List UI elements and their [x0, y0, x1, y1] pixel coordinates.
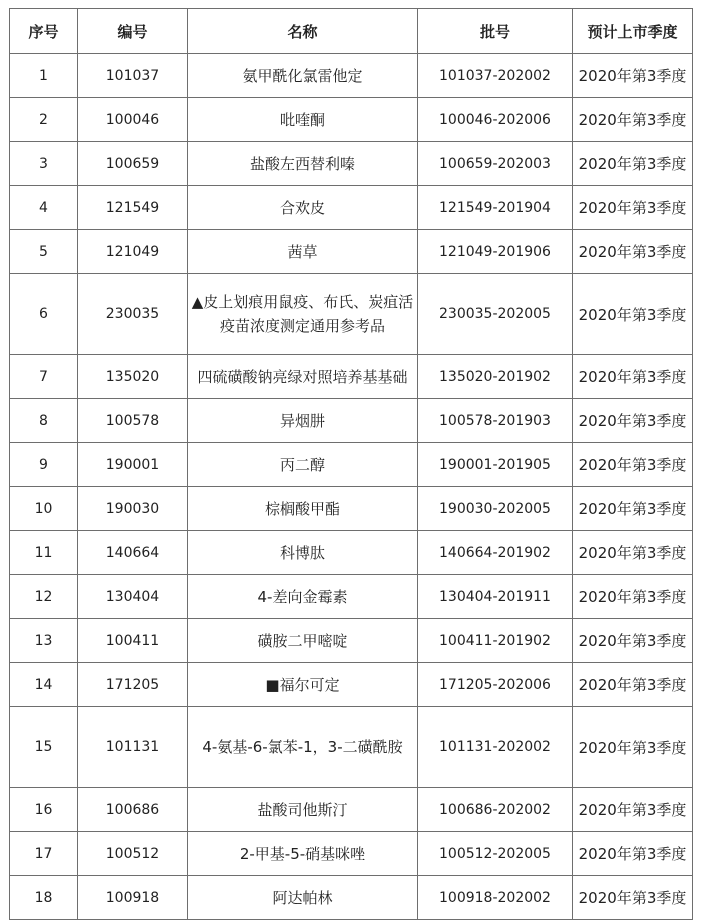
header-name: 名称 — [188, 9, 418, 54]
row-index: 1 — [10, 54, 78, 98]
header-index: 序号 — [10, 9, 78, 54]
row-name: 磺胺二甲嘧啶 — [188, 619, 418, 663]
row-index: 10 — [10, 487, 78, 531]
row-batch: 230035-202005 — [418, 274, 573, 355]
row-name: 盐酸司他斯汀 — [188, 788, 418, 832]
row-index: 12 — [10, 575, 78, 619]
table-row — [10, 142, 693, 186]
table-row — [10, 355, 693, 399]
row-code: 100659 — [78, 142, 188, 186]
row-code: 135020 — [78, 355, 188, 399]
table-row — [10, 399, 693, 443]
row-season: 2020年第3季度 — [573, 399, 693, 443]
row-index: 4 — [10, 186, 78, 230]
header-row — [10, 9, 693, 54]
table-row — [10, 531, 693, 575]
row-code: 101037 — [78, 54, 188, 98]
row-name: 盐酸左西替利嗪 — [188, 142, 418, 186]
table-body — [10, 54, 693, 920]
header-batch: 批号 — [418, 9, 573, 54]
row-batch: 100659-202003 — [418, 142, 573, 186]
row-index: 13 — [10, 619, 78, 663]
table-row — [10, 487, 693, 531]
table-row — [10, 54, 693, 98]
row-index: 7 — [10, 355, 78, 399]
row-index: 14 — [10, 663, 78, 707]
row-season: 2020年第3季度 — [573, 788, 693, 832]
row-code: 100046 — [78, 98, 188, 142]
row-index: 11 — [10, 531, 78, 575]
row-index: 16 — [10, 788, 78, 832]
row-season: 2020年第3季度 — [573, 443, 693, 487]
row-batch: 121549-201904 — [418, 186, 573, 230]
table-row — [10, 788, 693, 832]
row-code: 101131 — [78, 707, 188, 788]
row-index: 8 — [10, 399, 78, 443]
row-batch: 135020-201902 — [418, 355, 573, 399]
row-name: 茜草 — [188, 230, 418, 274]
table-row — [10, 832, 693, 876]
table-row — [10, 707, 693, 788]
row-index: 3 — [10, 142, 78, 186]
row-batch: 100046-202006 — [418, 98, 573, 142]
row-name: 2-甲基-5-硝基咪唑 — [188, 832, 418, 876]
row-name: ■福尔可定 — [188, 663, 418, 707]
row-batch: 101131-202002 — [418, 707, 573, 788]
row-index: 2 — [10, 98, 78, 142]
row-season: 2020年第3季度 — [573, 487, 693, 531]
row-index: 18 — [10, 876, 78, 920]
row-name: 吡喹酮 — [188, 98, 418, 142]
row-code: 130404 — [78, 575, 188, 619]
row-batch: 100411-201902 — [418, 619, 573, 663]
header-code: 编号 — [78, 9, 188, 54]
row-name: 棕榈酸甲酯 — [188, 487, 418, 531]
row-batch: 130404-201911 — [418, 575, 573, 619]
row-batch: 100512-202005 — [418, 832, 573, 876]
row-name: 异烟肼 — [188, 399, 418, 443]
row-season: 2020年第3季度 — [573, 832, 693, 876]
table-row — [10, 443, 693, 487]
row-name: 氨甲酰化氯雷他定 — [188, 54, 418, 98]
row-season: 2020年第3季度 — [573, 142, 693, 186]
row-code: 100578 — [78, 399, 188, 443]
table-row — [10, 186, 693, 230]
row-code: 100512 — [78, 832, 188, 876]
table-row — [10, 619, 693, 663]
row-name: 4-差向金霉素 — [188, 575, 418, 619]
row-code: 100918 — [78, 876, 188, 920]
row-index: 9 — [10, 443, 78, 487]
row-code: 100411 — [78, 619, 188, 663]
row-season: 2020年第3季度 — [573, 876, 693, 920]
row-season: 2020年第3季度 — [573, 619, 693, 663]
row-name: 合欢皮 — [188, 186, 418, 230]
row-batch: 100578-201903 — [418, 399, 573, 443]
row-season: 2020年第3季度 — [573, 98, 693, 142]
table-row — [10, 230, 693, 274]
row-season: 2020年第3季度 — [573, 531, 693, 575]
row-code: 190030 — [78, 487, 188, 531]
row-batch: 100918-202002 — [418, 876, 573, 920]
row-name: 4-氨基-6-氯苯-1，3-二磺酰胺 — [188, 707, 418, 788]
row-season: 2020年第3季度 — [573, 575, 693, 619]
table-row — [10, 98, 693, 142]
row-code: 190001 — [78, 443, 188, 487]
row-season: 2020年第3季度 — [573, 54, 693, 98]
header-season: 预计上市季度 — [573, 9, 693, 54]
row-season: 2020年第3季度 — [573, 230, 693, 274]
row-season: 2020年第3季度 — [573, 274, 693, 355]
row-code: 121049 — [78, 230, 188, 274]
row-batch: 121049-201906 — [418, 230, 573, 274]
row-index: 5 — [10, 230, 78, 274]
row-season: 2020年第3季度 — [573, 186, 693, 230]
row-batch: 100686-202002 — [418, 788, 573, 832]
table-row — [10, 274, 693, 355]
row-name: 丙二醇 — [188, 443, 418, 487]
row-name: 阿达帕林 — [188, 876, 418, 920]
row-batch: 171205-202006 — [418, 663, 573, 707]
row-code: 121549 — [78, 186, 188, 230]
row-index: 15 — [10, 707, 78, 788]
row-code: 140664 — [78, 531, 188, 575]
row-season: 2020年第3季度 — [573, 663, 693, 707]
row-batch: 190030-202005 — [418, 487, 573, 531]
row-batch: 101037-202002 — [418, 54, 573, 98]
row-name: ▲皮上划痕用鼠疫、布氏、炭疽活疫苗浓度测定通用参考品 — [188, 274, 418, 355]
row-name: 四硫磺酸钠亮绿对照培养基基础 — [188, 355, 418, 399]
row-index: 17 — [10, 832, 78, 876]
row-code: 230035 — [78, 274, 188, 355]
row-code: 100686 — [78, 788, 188, 832]
row-index: 6 — [10, 274, 78, 355]
row-name: 科博肽 — [188, 531, 418, 575]
row-season: 2020年第3季度 — [573, 707, 693, 788]
table-row — [10, 575, 693, 619]
table-row — [10, 663, 693, 707]
reference-standards-table — [9, 8, 693, 920]
table-row — [10, 876, 693, 920]
row-batch: 140664-201902 — [418, 531, 573, 575]
row-code: 171205 — [78, 663, 188, 707]
row-season: 2020年第3季度 — [573, 355, 693, 399]
row-batch: 190001-201905 — [418, 443, 573, 487]
